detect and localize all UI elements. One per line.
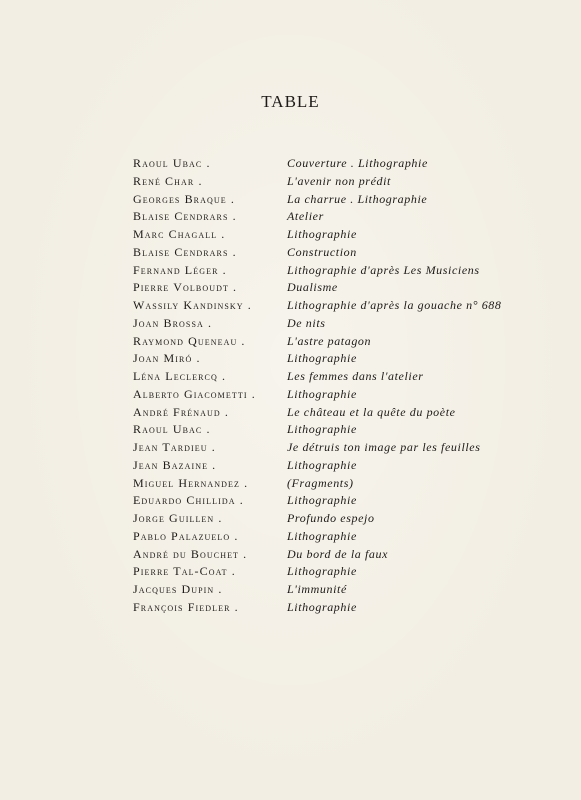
work-title: Lithographie (287, 528, 357, 543)
work-title: Lithographie d'après Les Musiciens (287, 262, 480, 277)
author-name: Jacques Dupin . (133, 582, 223, 596)
author-name: Jean Tardieu . (133, 440, 216, 454)
author-name: Jorge Guillen . (133, 511, 223, 525)
work-title: Lithographie (287, 564, 357, 579)
author-name: Raoul Ubac . (133, 156, 211, 170)
author-name: Pierre Tal-Coat . (133, 564, 236, 579)
author-name: Léna Leclercq . (133, 369, 227, 383)
author-name: Eduardo Chillida . (133, 493, 244, 508)
work-title: Lithographie (287, 493, 357, 508)
work-title: Lithographie (287, 457, 357, 472)
work-title: Atelier (287, 209, 324, 224)
author-name: René Char . (133, 173, 203, 188)
toc-entry (133, 244, 563, 262)
toc-entry (133, 173, 563, 191)
toc-entry (133, 492, 563, 510)
work-title: L'avenir non prédit (287, 173, 391, 188)
work-title: Couverture . Lithographie (287, 156, 428, 170)
work-title: Lithographie d'après la gouache n° 688 (287, 298, 502, 312)
author-name: Georges Braque . (133, 191, 235, 206)
toc-entry (133, 386, 563, 404)
work-title: (Fragments) (287, 475, 354, 490)
work-title: La charrue . Lithographie (287, 191, 428, 206)
toc-entry (133, 155, 563, 173)
toc-entry (133, 191, 563, 209)
work-title: Lithographie (287, 227, 357, 241)
toc-entry (133, 404, 563, 422)
work-title: Lithographie (287, 599, 357, 614)
author-name: Marc Chagall . (133, 227, 226, 241)
work-title: Profundo espejo (287, 511, 375, 525)
author-name: André Frénaud . (133, 404, 229, 419)
author-name: Fernand Léger . (133, 262, 227, 277)
work-title: Le château et la quête du poète (287, 404, 456, 419)
toc-entry (133, 528, 563, 546)
toc-entry (133, 208, 563, 226)
work-title: Lithographie (287, 386, 357, 401)
author-name: Blaise Cendrars . (133, 244, 237, 259)
author-name: Alberto Giacometti . (133, 386, 256, 401)
work-title: Je détruis ton image par les feuilles (287, 440, 481, 454)
author-name: Jean Bazaine . (133, 457, 217, 472)
author-name: André du Bouchet . (133, 546, 248, 561)
author-name: Raoul Ubac . (133, 422, 211, 437)
work-title: Lithographie (287, 422, 357, 437)
author-name: Miguel Hernandez . (133, 475, 249, 490)
toc-entry (133, 510, 563, 528)
toc-entry (133, 546, 563, 564)
work-title: De nits (287, 315, 326, 330)
toc-entry (133, 563, 563, 581)
toc-entry (133, 333, 563, 351)
author-name: François Fiedler . (133, 599, 239, 614)
work-title: Lithographie (287, 351, 357, 366)
work-title: Les femmes dans l'atelier (287, 369, 424, 383)
author-name: Blaise Cendrars . (133, 209, 237, 224)
author-name: Joan Miró . (133, 351, 201, 366)
toc-entry (133, 262, 563, 280)
table-of-contents (133, 155, 563, 617)
author-name: Raymond Queneau . (133, 333, 246, 348)
toc-entry (133, 226, 563, 244)
toc-entry (133, 475, 563, 493)
toc-entry (133, 457, 563, 475)
author-name: Wassily Kandinsky . (133, 298, 252, 312)
toc-entry (133, 581, 563, 599)
work-title: Dualisme (287, 280, 338, 295)
work-title: Construction (287, 244, 357, 259)
page-title: TABLE (261, 92, 320, 111)
toc-entry (133, 599, 563, 617)
toc-entry (133, 350, 563, 368)
work-title: Du bord de la faux (287, 546, 389, 561)
toc-entry (133, 279, 563, 297)
toc-entry (133, 368, 563, 386)
toc-entry (133, 297, 563, 315)
work-title: L'astre patagon (287, 333, 372, 348)
toc-entry (133, 421, 563, 439)
author-name: Pierre Volboudt . (133, 280, 238, 295)
author-name: Pablo Palazuelo . (133, 528, 239, 543)
author-name: Joan Brossa . (133, 315, 213, 330)
work-title: L'immunité (287, 582, 347, 596)
toc-entry (133, 315, 563, 333)
toc-entry (133, 439, 563, 457)
